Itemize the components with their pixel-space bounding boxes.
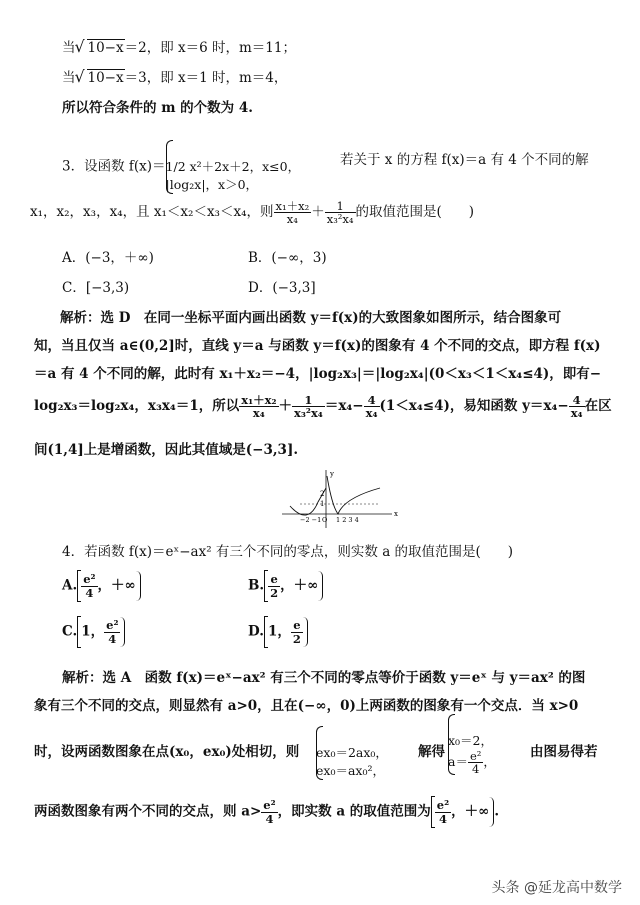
origin-label: O [322, 516, 328, 524]
q4-solution-line1: 解析：选 A 函数 f(x)＝eˣ−ax² 有三个不同的零点等价于函数 y＝eˣ 与 y＝ax² 的图 [62, 670, 586, 686]
function-graph [280, 466, 400, 530]
q4-solution-line3-tail: 由图易得若 [530, 744, 598, 760]
text-line: 所以符合条件的 m 的个数为 4. [62, 100, 253, 116]
piecewise-function [166, 140, 301, 194]
q3-solution-line1: 解析：选 D 在同一坐标平面内画出函数 y＝f(x)的大致图象如图所示，结合图象可 [60, 310, 562, 326]
q3-intro: 3．设函数 f(x)＝ [62, 158, 166, 175]
q3-line2: x₁，x₂，x₃，x₄，且 x₁＜x₂＜x₃＜x₄，则 $\frac{\text{x₁＋x₂}}{\text{x₄}}$ ＋ $\frac{1}{\text{x₃²x₄}}$ 的取值范围是( ) [30, 199, 475, 227]
q3-line2a: x₁，x₂，x₃，x₄，且 x₁＜x₂＜x₃＜x₄，则 [30, 204, 274, 221]
text-line: 当√ 10−x＝3，即 x＝1 时，m＝4， [62, 66, 640, 86]
x-ticks-negative: −2 −1 [300, 516, 322, 524]
q4-solution-line2: 象有三个不同的交点，则显然有 a>0，且在(−∞，0)上两函数的图象有一个交点．当 x>0 [34, 698, 579, 714]
q3-solution-line5: 间(1,4]上是增函数，因此其值域是(−3,3]. [34, 442, 299, 458]
q4-stem: 4．若函数 f(x)＝eˣ−ax² 有三个不同的零点，则实数 a 的取值范围是( ) [62, 544, 514, 560]
q4-option-b[interactable]: B. $\frac{e}{2}$ ，＋∞ [248, 570, 323, 602]
fraction: $\frac{\text{x₁＋x₂}}{\text{x₄}}$ [275, 199, 310, 227]
fraction: $\frac{1}{\text{x₃²x₄}}$ [294, 393, 323, 421]
sqrt-expression: √ 10−x [76, 40, 125, 56]
y-tick-2: 2 [320, 490, 325, 498]
q4-option-a[interactable]: A. $\frac{\text{e²}}{4}$ ，＋∞ [62, 570, 141, 602]
piece-1: 1/2 x²＋2x＋2，x≤0， [165, 159, 301, 175]
equation-system-1: ex₀＝2ax₀， ex₀＝ax₀²， [316, 726, 388, 780]
log-curve [327, 476, 380, 514]
y-axis-label: y [330, 470, 334, 478]
fraction: $\frac{1}{\text{x₃²x₄}}$ [326, 199, 354, 227]
q4-option-d[interactable]: D. 1， $\frac{e}{2}$ [248, 616, 308, 648]
q3-solution-line3: ＝a 有 4 个不同的解，此时有 x₁＋x₂＝−4，|log₂x₃|＝|log₂x₄|(0＜x₃＜1＜x₄≤4)，即有− [34, 366, 602, 382]
fraction: $\frac{\text{x₁＋x₂}}{\text{x₄}}$ [241, 393, 277, 421]
q3-option-b[interactable]: B．(−∞，3) [248, 250, 327, 266]
y-tick-1: 1 [320, 500, 325, 508]
q4-option-c[interactable]: C. 1， $\frac{\text{e²}}{4}$ [62, 616, 125, 648]
equation-system-2: x₀＝2， a＝ $\frac{\text{e²}}{4}$ ， [448, 714, 496, 775]
q3-solution-line2: 知，当且仅当 a∈(0,2]时，直线 y＝a 与函数 y＝f(x)的图象有 4 个不同的交点，即方程 f(x) [34, 338, 601, 354]
q3-option-c[interactable]: C．[−3,3) [62, 280, 130, 296]
watermark: 头条 @延龙高中数学 [491, 880, 622, 896]
q3-stem-tail: 若关于 x 的方程 f(x)＝a 有 4 个不同的解 [340, 152, 589, 168]
q4-solution-line4: 两函数图象有两个不同的交点，则 a> $\frac{\text{e²}}{4}$ ，即实数 a 的取值范围为 $\frac{\text{e²}}{4}$ ，＋∞ . [34, 796, 640, 828]
x-ticks-positive: 1 2 3 4 [336, 516, 359, 524]
x-axis-label: x [394, 510, 398, 518]
fraction: $\frac{4}{\text{x₄}}$ [570, 393, 583, 421]
q4-solution-line3: 时，设两函数图象在点(x₀，ex₀)处相切，则 [34, 744, 300, 760]
q3-option-d[interactable]: D．(−3,3] [248, 280, 316, 296]
fraction: $\frac{4}{\text{x₄}}$ [365, 393, 378, 421]
sqrt-expression: √ 10−x [76, 70, 125, 86]
solve-label: 解得 [418, 744, 445, 760]
q3-line2b: 的取值范围是( ) [355, 204, 475, 221]
q3-solution-line4: log₂x₃＝log₂x₄，x₃x₄＝1，所以 $\frac{\text{x₁＋x₂}}{\text{x₄}}$ ＋ $\frac{1}{\text{x₃²x₄}}$ ＝x₄− $\frac{4}{\text{x₄}}$ (1＜x₄≤4)，易知函数 y＝x₄− $\frac{4}{\text{x₄}}$ 在区 [34, 393, 612, 421]
text-line: 当√ 10−x＝2，即 x＝6 时，m＝11； [62, 36, 640, 56]
q3-option-a[interactable]: A．(−3，＋∞) [62, 250, 154, 266]
piece-2: |log₂x|，x＞0， [165, 177, 259, 193]
